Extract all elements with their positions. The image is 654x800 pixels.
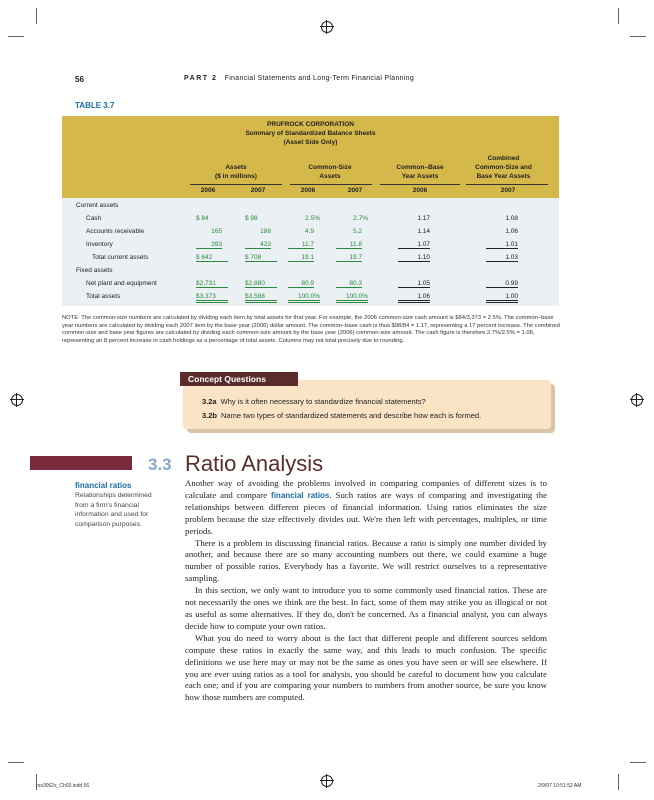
- table-title-3: (Asset Side Only): [283, 139, 338, 146]
- cell-ar-cs-2007: 5.2: [352, 228, 362, 235]
- row-label-total-current-assets: Total current assets: [92, 254, 149, 261]
- cell-tca-comb: 1.03: [486, 254, 518, 262]
- year-col-5: 2006: [412, 187, 428, 194]
- year-col-2: 2007: [250, 187, 266, 194]
- margin-definition: Relationships determined from a firm's financial information and used for comparison purposes.: [75, 492, 152, 528]
- cell-tca-cs-2007: 19.7: [336, 254, 362, 262]
- cell-ar-2006: 165: [211, 228, 222, 235]
- row-label-total-assets: Total assets: [86, 293, 121, 300]
- cell-npe-cb: 1.05: [398, 280, 430, 288]
- registration-mark-top: [321, 21, 333, 33]
- cell-tca-cs-2006: 19.1: [288, 254, 314, 262]
- cell-inv-2006: 393: [196, 241, 222, 249]
- col-group-combined: Combined Common-Size and Base Year Assets: [475, 155, 532, 180]
- concept-question-2: 3.2b Name two types of standardized statements and describe how each is formed.: [202, 411, 482, 420]
- section-marker-bar: [30, 456, 132, 470]
- section-number: 3.3: [148, 455, 172, 474]
- cell-ta-cs-2006: 100.0%: [288, 293, 320, 303]
- row-label-net-plant: Net plant and equipment: [86, 280, 157, 287]
- concept-questions-title: Concept Questions: [180, 372, 298, 386]
- table-title-1: PRUFROCK CORPORATION: [267, 121, 354, 128]
- row-label-accounts-receivable: Accounts receivable: [86, 228, 145, 235]
- cell-cash-2007: $ 98: [245, 215, 258, 222]
- section-current-assets: Current assets: [76, 202, 119, 209]
- cell-cash-cs-2006: 2.5%: [305, 215, 320, 222]
- section-title: Ratio Analysis: [185, 451, 324, 476]
- cell-ar-cs-2006: 4.9: [304, 228, 314, 235]
- paragraph-3: In this section, we only want to introduce you to some commonly used financial ratios. These are not necessarily the ones we think are the best. In fact, some of them may strike you as illogical or not as useful as some alternatives. If they do, don't be concerned. As a financial analyst, you can always decide how to compute your own ratios.: [185, 585, 547, 631]
- cell-ar-cb: 1.14: [417, 228, 430, 235]
- concept-question-1: 3.2a Why is it often necessary to standardize financial statements?: [202, 397, 426, 406]
- cell-tca-cb: 1.10: [398, 254, 430, 262]
- cell-npe-cs-2007: 80.3: [336, 280, 362, 288]
- col-group-common-base: Common–Base Year Assets: [396, 164, 444, 180]
- cell-tca-2006: $ 642: [196, 254, 228, 262]
- col-group-common-size: Common-Size Assets: [308, 164, 352, 180]
- year-col-4: 2007: [347, 187, 363, 194]
- cell-inv-cs-2006: 11.7: [288, 241, 314, 249]
- cell-npe-cs-2006: 80.9: [288, 280, 314, 288]
- cell-ar-2007: 188: [260, 228, 271, 235]
- row-label-inventory: Inventory: [86, 241, 113, 248]
- year-col-3: 2006: [300, 187, 316, 194]
- cell-npe-2007: $2,880: [245, 280, 277, 288]
- cell-ta-cs-2007: 100.0%: [336, 293, 368, 303]
- cell-ta-cb: 1.06: [398, 293, 430, 303]
- part-title: Financial Statements and Long-Term Financial Planning: [224, 75, 415, 82]
- registration-mark-right: [631, 394, 643, 406]
- cell-inv-2007: 422: [245, 241, 271, 249]
- table-note: NOTE: The common-size numbers are calculated by dividing each item by total assets for that year. For example, the 2006 common-size cash amount is $84/3,373 = 2.5%. The common–base year numbers are calculated by dividing each 2007 item by the base year (2006) dollar amount. The common–base cash is thus $98/84 = 1.17, representing a 17 percent increase. The combined common-size and base year figures are calculated by dividing each common-size amount by the base year (2006) common-size amount. The cash figure is therefore 2.7%/2.5% = 1.08, representing an 8 percent increase in cash holdings as a percentage of total assets. Columns may not total precisely due to rounding.: [62, 315, 560, 344]
- cell-cash-cs-2007: 2.7%: [353, 215, 368, 222]
- cell-tca-2007: $ 708: [245, 254, 277, 262]
- table-title-2: Summary of Standardized Balance Sheets: [245, 130, 376, 137]
- cell-npe-2006: $2,731: [196, 280, 228, 288]
- paragraph-4: What you do need to worry about is the fact that different people and different sources seldom compute these ratios in exactly the same way, and this leads to much confusion. The specific definitions we use here may or may not be the same as ones you have seen or will see elsewhere. If you are ever using ratios as a tool for analysis, you should be careful to document how you calculate each one; and if you are comparing your numbers to numbers from another source, be sure you know how those numbers are computed.: [185, 632, 547, 703]
- col-group-assets: Assets ($ in millions): [215, 164, 257, 180]
- part-label: PART 2: [184, 75, 218, 82]
- cell-ta-comb: 1.00: [486, 293, 518, 303]
- cell-cash-comb: 1.08: [505, 215, 518, 222]
- running-head: [184, 75, 414, 82]
- cell-inv-cb: 1.07: [398, 241, 430, 249]
- cell-npe-comb: 0.99: [486, 280, 518, 288]
- page-number: 56: [75, 75, 84, 84]
- cell-ta-2007: $3,588: [245, 293, 277, 303]
- cell-ta-2006: $3,373: [196, 293, 228, 303]
- year-col-6: 2007: [500, 187, 516, 194]
- paragraph-1: Another way of avoiding the problems involved in comparing companies of different sizes is to calculate and compare financial ratios. Such ratios are ways of comparing and investigating the relationships between different pieces of financial information. Using ratios eliminates the size problem because the size effectively divides out. We're then left with percentages, multiples, or time periods.: [185, 478, 547, 536]
- section-fixed-assets: Fixed assets: [76, 267, 113, 274]
- body-text: [185, 478, 547, 704]
- cell-inv-cs-2007: 11.8: [336, 241, 362, 249]
- cell-cash-cb: 1.17: [417, 215, 430, 222]
- row-label-cash: Cash: [86, 215, 102, 222]
- footer-file: ros3062x_Ch03.indd 56: [36, 783, 90, 789]
- footer-timestamp: 2/9/07 10:51:52 AM: [538, 783, 582, 789]
- cell-cash-2006: $ 84: [196, 215, 209, 222]
- year-col-1: 2006: [200, 187, 216, 194]
- keyword-financial-ratios: financial ratios: [271, 490, 330, 500]
- registration-mark-bottom: [321, 775, 333, 787]
- paragraph-2: There is a problem in discussing financial ratios. Because a ratio is simply one number divided by another, and because there are so many accounting numbers out there, we could examine a huge number of possible ratios. Everybody has a favorite. We will restrict ourselves to a representative sampling.: [185, 537, 547, 584]
- cell-inv-comb: 1.01: [486, 241, 518, 249]
- table-label: TABLE 3.7: [75, 101, 115, 110]
- cell-ar-comb: 1.06: [505, 228, 518, 235]
- registration-mark-left: [11, 394, 23, 406]
- margin-term: financial ratios: [75, 481, 132, 490]
